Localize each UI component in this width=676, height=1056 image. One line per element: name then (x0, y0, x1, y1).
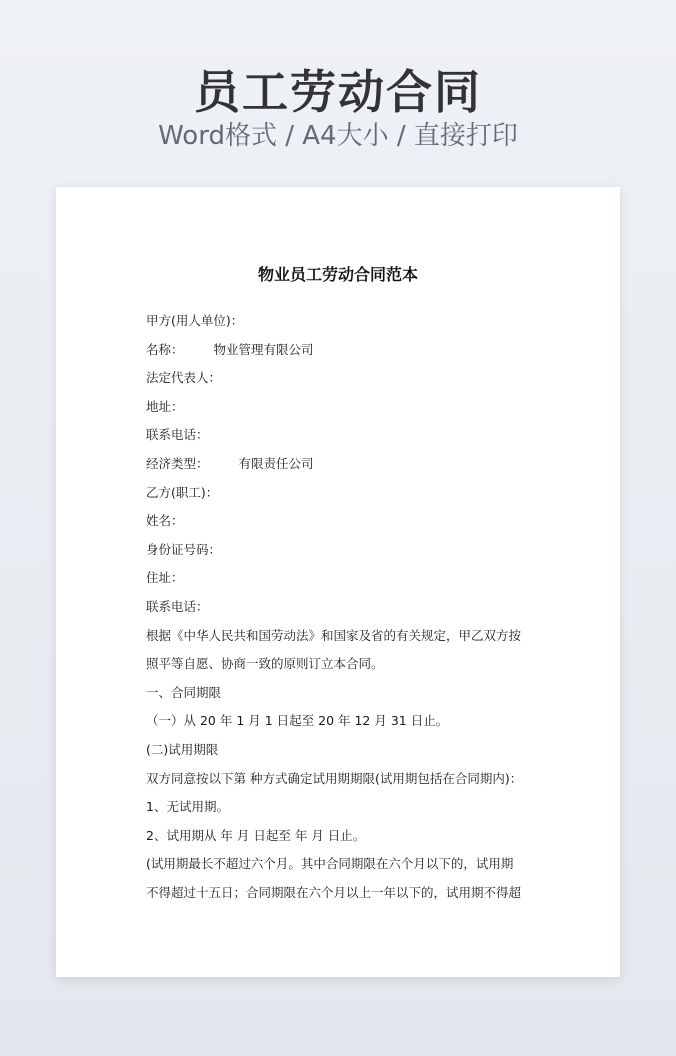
document-line (146, 765, 546, 794)
line-text: (二)试用期限 (146, 741, 219, 757)
document-line (146, 679, 546, 708)
line-text: 姓名： (146, 513, 184, 529)
line-value: 物业管理有限公司 (213, 341, 314, 357)
line-text: 身份证号码： (146, 541, 222, 557)
document-line (146, 822, 546, 851)
document-title: 物业员工劳动合同范本 (257, 265, 418, 284)
document-line (146, 364, 546, 393)
line-text: 住址： (146, 570, 184, 586)
line-text: (试用期最长不超过六个月。其中合同期限在六个月以下的，试用期 (146, 856, 514, 872)
document-line (146, 850, 546, 879)
document-line (146, 707, 546, 736)
line-text: 经济类型： (146, 455, 209, 471)
document-line (146, 336, 546, 365)
document-line (146, 307, 546, 336)
document-line (146, 421, 546, 450)
line-text: 根据《中华人民共和国劳动法》和国家及省的有关规定，甲乙双方按 (146, 627, 522, 643)
banner-title: 员工劳动合同 (194, 65, 482, 119)
line-text: 乙方(职工)： (146, 484, 219, 500)
document-line (146, 564, 546, 593)
document-line (146, 879, 546, 908)
line-text: 地址： (146, 398, 184, 414)
line-text: 不得超过十五日；合同期限在六个月以上一年以下的，试用期不得超 (146, 884, 522, 900)
document-line (146, 736, 546, 765)
document-line (146, 536, 546, 565)
line-text: （一）从 20 年 1 月 1 日起至 20 年 12 月 31 日止。 (146, 713, 449, 729)
line-text: 照平等自愿、协商一致的原则订立本合同。 (146, 656, 384, 672)
document-body (146, 307, 546, 907)
line-text: 2、试用期从 年 月 日起至 年 月 日止。 (146, 827, 366, 843)
line-text: 联系电话： (146, 598, 209, 614)
document-line (146, 507, 546, 536)
banner-subtitle: Word格式 / A4大小 / 直接打印 (158, 121, 518, 151)
line-text: 1、无试用期。 (146, 799, 229, 815)
document-line (146, 593, 546, 622)
line-text: 双方同意按以下第 种方式确定试用期期限(试用期包括在合同期内)： (146, 770, 523, 786)
line-value: 有限责任公司 (238, 455, 314, 471)
line-text: 联系电话： (146, 427, 209, 443)
line-text: 甲方(用人单位)： (146, 313, 244, 328)
document-line (146, 650, 546, 679)
document-page (56, 187, 620, 977)
document-line (146, 393, 546, 422)
line-text: 法定代表人： (146, 370, 222, 386)
document-line (146, 622, 546, 651)
line-text: 名称： (146, 341, 184, 357)
document-line (146, 479, 546, 508)
document-line (146, 793, 546, 822)
document-line (146, 450, 546, 479)
line-text: 一、合同期限 (146, 684, 222, 700)
